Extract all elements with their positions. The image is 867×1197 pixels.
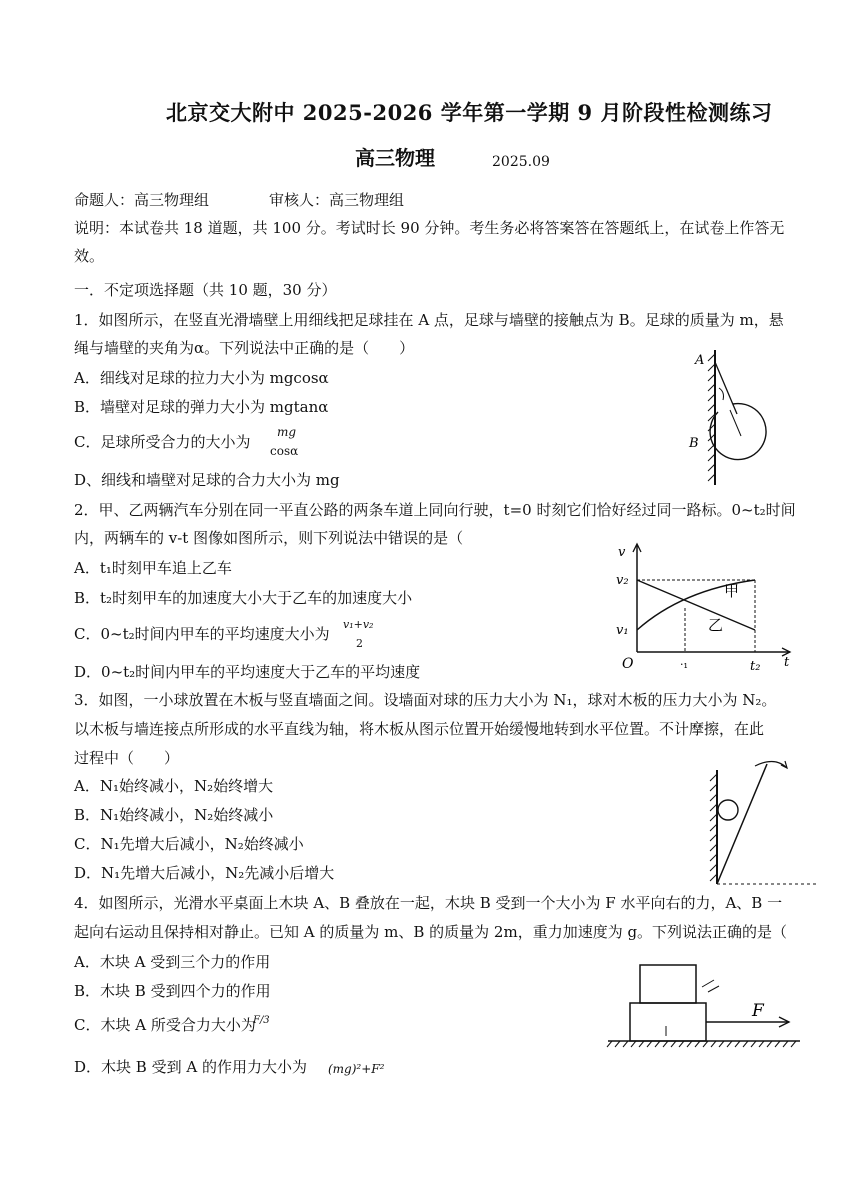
q2-option-d: D．0~t₂时间内甲车的平均速度大于乙车的平均速度 — [74, 663, 421, 681]
exam-title: 北京交大附中 2025-2026 学年第一学期 9 月阶段性检测练习 — [166, 100, 773, 125]
q4-option-a: A．木块 A 受到三个力的作用 — [74, 953, 271, 971]
q2-axis-t: t — [784, 655, 790, 670]
q3-option-b: B．N₁始终减小，N₂始终减小 — [74, 806, 274, 824]
q2-label-v1: v₁ — [616, 623, 629, 638]
section-heading: 一．不定项选择题（共 10 题，30 分） — [74, 281, 337, 299]
q3-option-c: C．N₁先增大后减小，N₂始终减小 — [74, 835, 304, 853]
q4-option-b: B．木块 B 受到四个力的作用 — [74, 982, 271, 1000]
q2-label-jia: 甲 — [724, 582, 740, 600]
q1-option-c-denominator: cosα — [270, 444, 299, 458]
q1-figure — [675, 340, 785, 490]
q1-option-a: A．细线对足球的拉力大小为 mgcosα — [74, 369, 329, 387]
q4-option-c-value: F/3 — [253, 1015, 270, 1026]
q2-option-c: C．0~t₂时间内甲车的平均速度大小为 — [74, 625, 330, 643]
q3-stem-line-1: 3．如图，一小球放置在木板与竖直墙面之间。设墙面对球的压力大小为 N₁，球对木板的压力大小为 N₂。 — [74, 691, 777, 709]
instructions-line-2: 效。 — [74, 247, 105, 265]
q3-stem-line-3: 过程中（ ） — [74, 749, 180, 767]
q2-axis-v: v — [618, 545, 626, 560]
q2-option-c-denominator: 2 — [356, 637, 363, 650]
q4-figure — [604, 960, 804, 1055]
q1-label-a: A — [695, 353, 705, 368]
q3-stem-line-2: 以木板与墙连接点所形成的水平直线为轴，将木板从图示位置开始缓慢地转到水平位置。不计摩擦，在此 — [74, 720, 765, 738]
q2-option-c-numerator: v₁+v₂ — [343, 618, 374, 631]
authors-line: 命题人：高三物理组 审核人：高三物理组 — [74, 191, 405, 209]
q2-label-v2: v₂ — [616, 573, 629, 588]
q2-vt-graph — [612, 540, 802, 675]
q1-option-c-numerator: mg — [277, 425, 297, 439]
q2-stem-line-1: 2．甲、乙两辆汽车分别在同一平直公路的两条车道上同向行驶，t=0 时刻它们恰好经过同一路标。0~t₂时间 — [74, 501, 796, 519]
q3-option-d: D．N₁先增大后减小，N₂先减小后增大 — [74, 864, 335, 882]
q2-option-a: A．t₁时刻甲车追上乙车 — [74, 559, 232, 577]
q2-stem-line-2: 内，两辆车的 v-t 图像如图所示，则下列说法中错误的是（ — [74, 529, 464, 547]
exam-date: 2025.09 — [492, 154, 550, 170]
q1-option-c: C．足球所受合力的大小为 — [74, 433, 251, 451]
q3-option-a: A．N₁始终减小，N₂始终增大 — [74, 777, 274, 795]
q4-stem-line-1: 4．如图所示，光滑水平桌面上木块 A、B 叠放在一起，木块 B 受到一个大小为 F 水平向右的力，A、B 一 — [74, 894, 783, 912]
q2-label-yi: 乙 — [708, 616, 724, 634]
q1-stem-line-1: 1．如图所示，在竖直光滑墙壁上用细线把足球挂在 A 点，足球与墙壁的接触点为 B。足球的质量为 m，悬 — [74, 311, 784, 329]
q4-option-c: C．木块 A 所受合力大小为 — [74, 1016, 256, 1034]
subject-title: 高三物理 — [355, 146, 435, 170]
q1-stem-line-2: 绳与墙壁的夹角为α。下列说法中正确的是（ ） — [74, 339, 415, 357]
q2-label-o: O — [622, 656, 634, 672]
q4-option-d-value: (mg)²+F² — [328, 1062, 385, 1076]
q2-option-b: B．t₂时刻甲车的加速度大小大于乙车的加速度大小 — [74, 589, 413, 607]
q1-option-b: B．墙壁对足球的弹力大小为 mgtanα — [74, 398, 329, 416]
q4-stem-line-2: 起向右运动且保持相对静止。已知 A 的质量为 m、B 的质量为 2m，重力加速度为 g。下列说法正确的是（ — [74, 923, 788, 941]
q3-figure — [695, 752, 825, 892]
instructions-line-1: 说明：本试卷共 18 道题，共 100 分。考试时长 90 分钟。考生务必将答案答在答题纸上，在试卷上作答无 — [74, 219, 785, 237]
q1-label-b: B — [689, 436, 699, 451]
q2-label-t1: ·₁ — [680, 658, 688, 671]
q1-option-d: D、细线和墙壁对足球的合力大小为 mg — [74, 471, 340, 489]
q4-label-f: F — [752, 1001, 764, 1021]
q4-option-d: D．木块 B 受到 A 的作用力大小为 — [74, 1058, 307, 1076]
q2-label-t2: t₂ — [750, 659, 761, 674]
